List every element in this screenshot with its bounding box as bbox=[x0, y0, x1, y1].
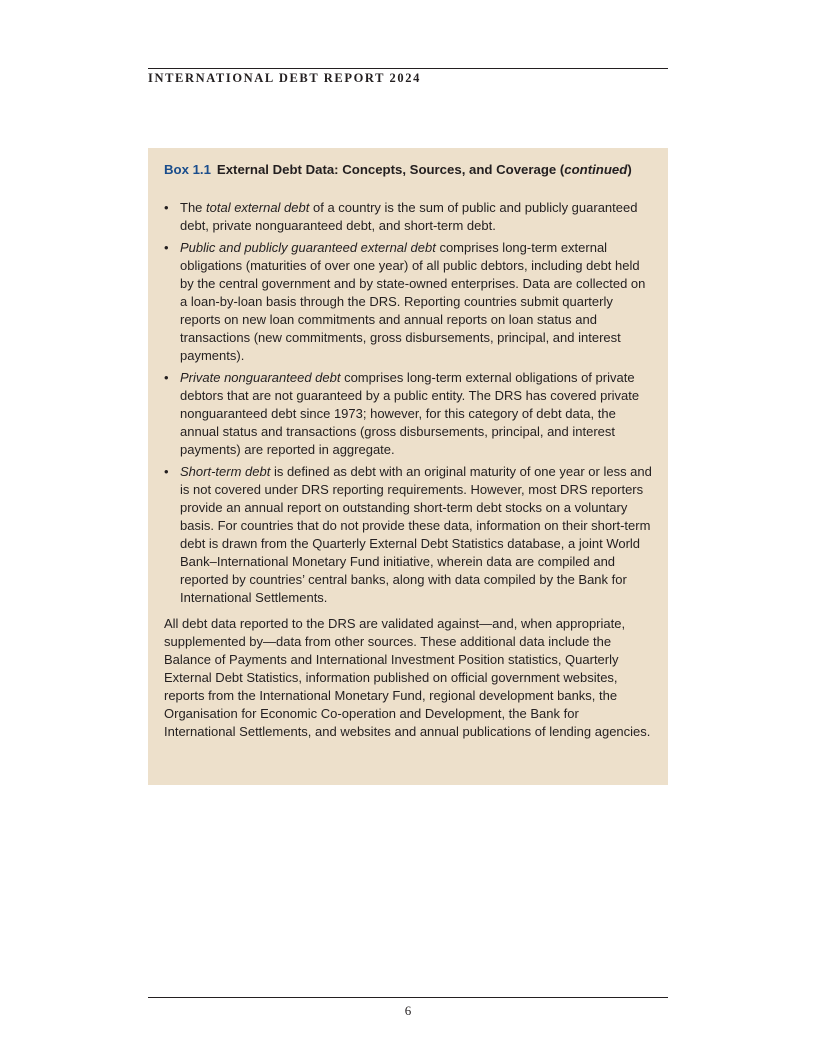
bullet-text: comprises long-term external obligations of private debtors that are not guaranteed by a public entity. The DRS has covered private nonguaranteed debt since 1973; however, for this category of debt data, the annual status and transactions (gross disbursements, principal, and interest payments) are reported in aggregate. bbox=[180, 370, 640, 457]
bullet-marker: • bbox=[164, 200, 169, 215]
box-title-close: ) bbox=[627, 162, 632, 177]
bullet-pre: The bbox=[180, 200, 207, 215]
box-title bbox=[164, 161, 652, 179]
bullet-text: is defined as debt with an original maturity of one year or less and is not covered under DRS reporting requirements. However, most DRS reporters provide an annual report on outstanding short-term debt stocks on a voluntary basis. For countries that do not provide these data, information on their short-term debt is drawn from the Quarterly External Debt Statistics database, a joint World Bank–International Monetary Fund initiative, wherein data are compiled and reported by countries’ central banks, along with data compiled by the Bank for International Settlements. bbox=[180, 464, 652, 605]
bullet-short-term-debt bbox=[164, 463, 652, 607]
bullet-marker: • bbox=[164, 370, 169, 385]
bullet-text: of a country is the sum of public and publicly guaranteed debt, private nonguaranteed debt, and short-term debt. bbox=[180, 200, 638, 233]
definition-list bbox=[164, 199, 652, 607]
bullet-marker: • bbox=[164, 240, 169, 255]
footer-rule bbox=[148, 997, 668, 998]
bullet-ppg-debt bbox=[164, 239, 652, 365]
box-title-text: External Debt Data: Concepts, Sources, and Coverage ( bbox=[216, 162, 565, 177]
bullet-text: comprises long-term external obligations (maturities of over one year) of all public debtors, including debt held by the central government and by state-owned enterprises. Data are collected on a loan-by-loan basis through the DRS. Reporting countries submit quarterly reports on new loan commitments and annual reports on loan status and transactions (new commitments, gross disbursements, principal, and interest payments). bbox=[180, 240, 646, 363]
box-title-continued: continued bbox=[564, 162, 628, 177]
bullet-png-debt bbox=[164, 369, 652, 459]
bullet-term: total external debt bbox=[206, 200, 310, 215]
bullet-marker: • bbox=[164, 464, 169, 479]
box-label: Box 1.1 bbox=[164, 162, 211, 177]
bullet-term: Short-term debt bbox=[180, 464, 271, 479]
bullet-total-external-debt bbox=[164, 199, 652, 235]
page-number: 6 bbox=[404, 1003, 412, 1018]
bullet-term: Private nonguaranteed debt bbox=[180, 370, 341, 385]
running-head: INTERNATIONAL DEBT REPORT 2024 bbox=[148, 68, 668, 86]
closing-paragraph: All debt data reported to the DRS are validated against—and, when appropriate, supplemented by—data from other sources. These additional data include the Balance of Payments and International Investment Position statistics, Quarterly External Debt Statistics, information published on official government websites, reports from the International Monetary Fund, regional development banks, the Organisation for Economic Co-operation and Development, the Bank for International Settlements, and websites and annual publications of lending agencies. bbox=[164, 616, 651, 739]
bullet-term: Public and publicly guaranteed external debt bbox=[180, 240, 436, 255]
box-1-1 bbox=[148, 148, 668, 785]
